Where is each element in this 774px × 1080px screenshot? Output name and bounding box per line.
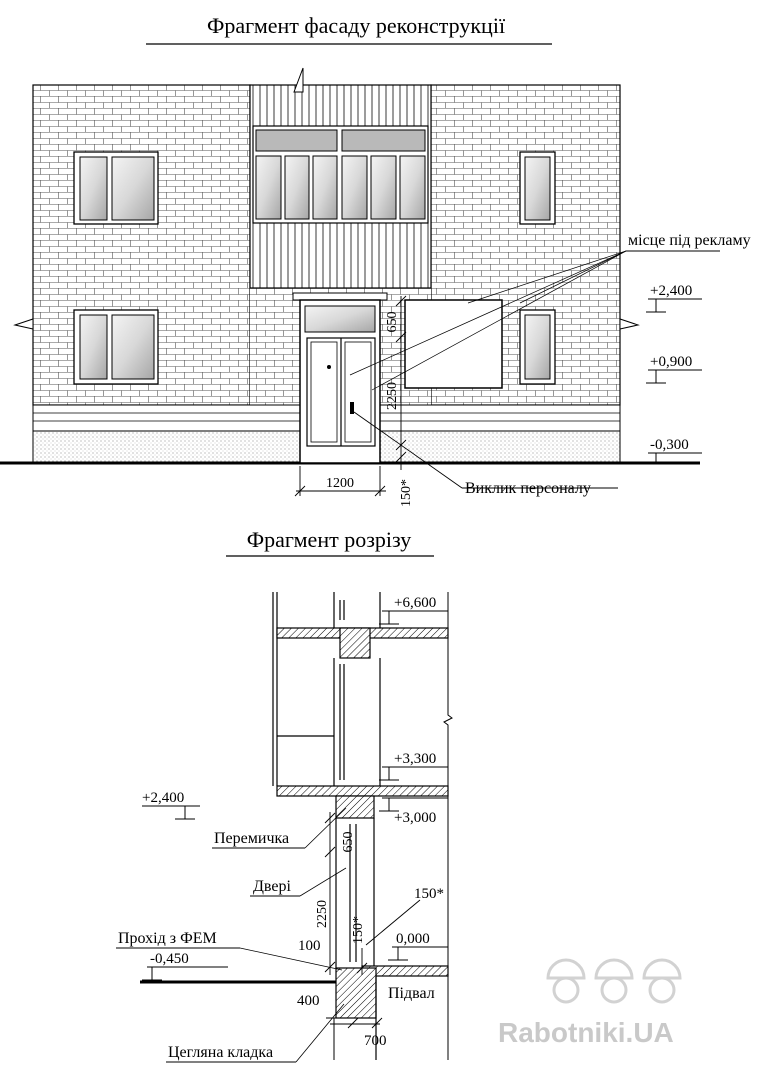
masonry-label: Цегляна кладка [168, 1044, 274, 1061]
facade-dim-1200: 1200 [326, 476, 354, 491]
section-dim-400: 400 [297, 993, 320, 1009]
section-mark-0000: 0,000 [396, 931, 430, 947]
section-mark-2400: +2,400 [142, 790, 185, 806]
facade-mark-0300: -0,300 [650, 437, 689, 453]
worker-icon [548, 960, 680, 1002]
facade-dim-150: 150* [399, 479, 414, 507]
section-mark-3300: +3,300 [394, 751, 437, 767]
section-dim-150-vert: 150* [351, 916, 366, 944]
transom-window [305, 306, 375, 332]
facade-title: Фрагмент фасаду реконструкції [206, 13, 506, 38]
masonry [336, 968, 376, 1018]
section-dim-700: 700 [364, 1033, 387, 1049]
section-dim-100: 100 [298, 938, 321, 954]
section-dim-650: 650 [341, 831, 356, 853]
window-lower-right [520, 310, 555, 384]
watermark-text: Rabotniki.UA [498, 1017, 674, 1048]
slab-lower [277, 786, 448, 796]
ad-label: місце під рекламу [628, 232, 751, 249]
window-upper-left [74, 152, 158, 224]
window-upper-right [520, 152, 555, 224]
section-dim-150-star: 150* [414, 886, 444, 902]
facade-mark-0900: +0,900 [650, 354, 693, 370]
door-label: Двері [253, 878, 291, 895]
section-title: Фрагмент розрізу [246, 527, 412, 552]
facade-view [0, 13, 751, 507]
section-mark-6600: +6,600 [394, 595, 437, 611]
lintel-label: Перемичка [214, 830, 290, 847]
facade-dim-650: 650 [385, 311, 400, 333]
section-dim-2250: 2250 [315, 900, 330, 928]
section-mark-0450: -0,450 [150, 951, 189, 967]
upper-wall [273, 592, 380, 786]
facade-dim-2250: 2250 [385, 382, 400, 410]
lintel [336, 796, 374, 818]
basement-label: Підвал [388, 985, 435, 1002]
fem-label: Прохід з ФЕМ [118, 930, 217, 947]
section-mark-3000: +3,000 [394, 810, 437, 826]
call-button [327, 365, 331, 369]
window-lower-left [74, 310, 158, 384]
section-view [116, 527, 452, 1062]
watermark-logo [498, 960, 680, 1048]
facade-mark-2400: +2,400 [650, 283, 693, 299]
call-staff-label: Виклик персоналу [465, 480, 591, 497]
